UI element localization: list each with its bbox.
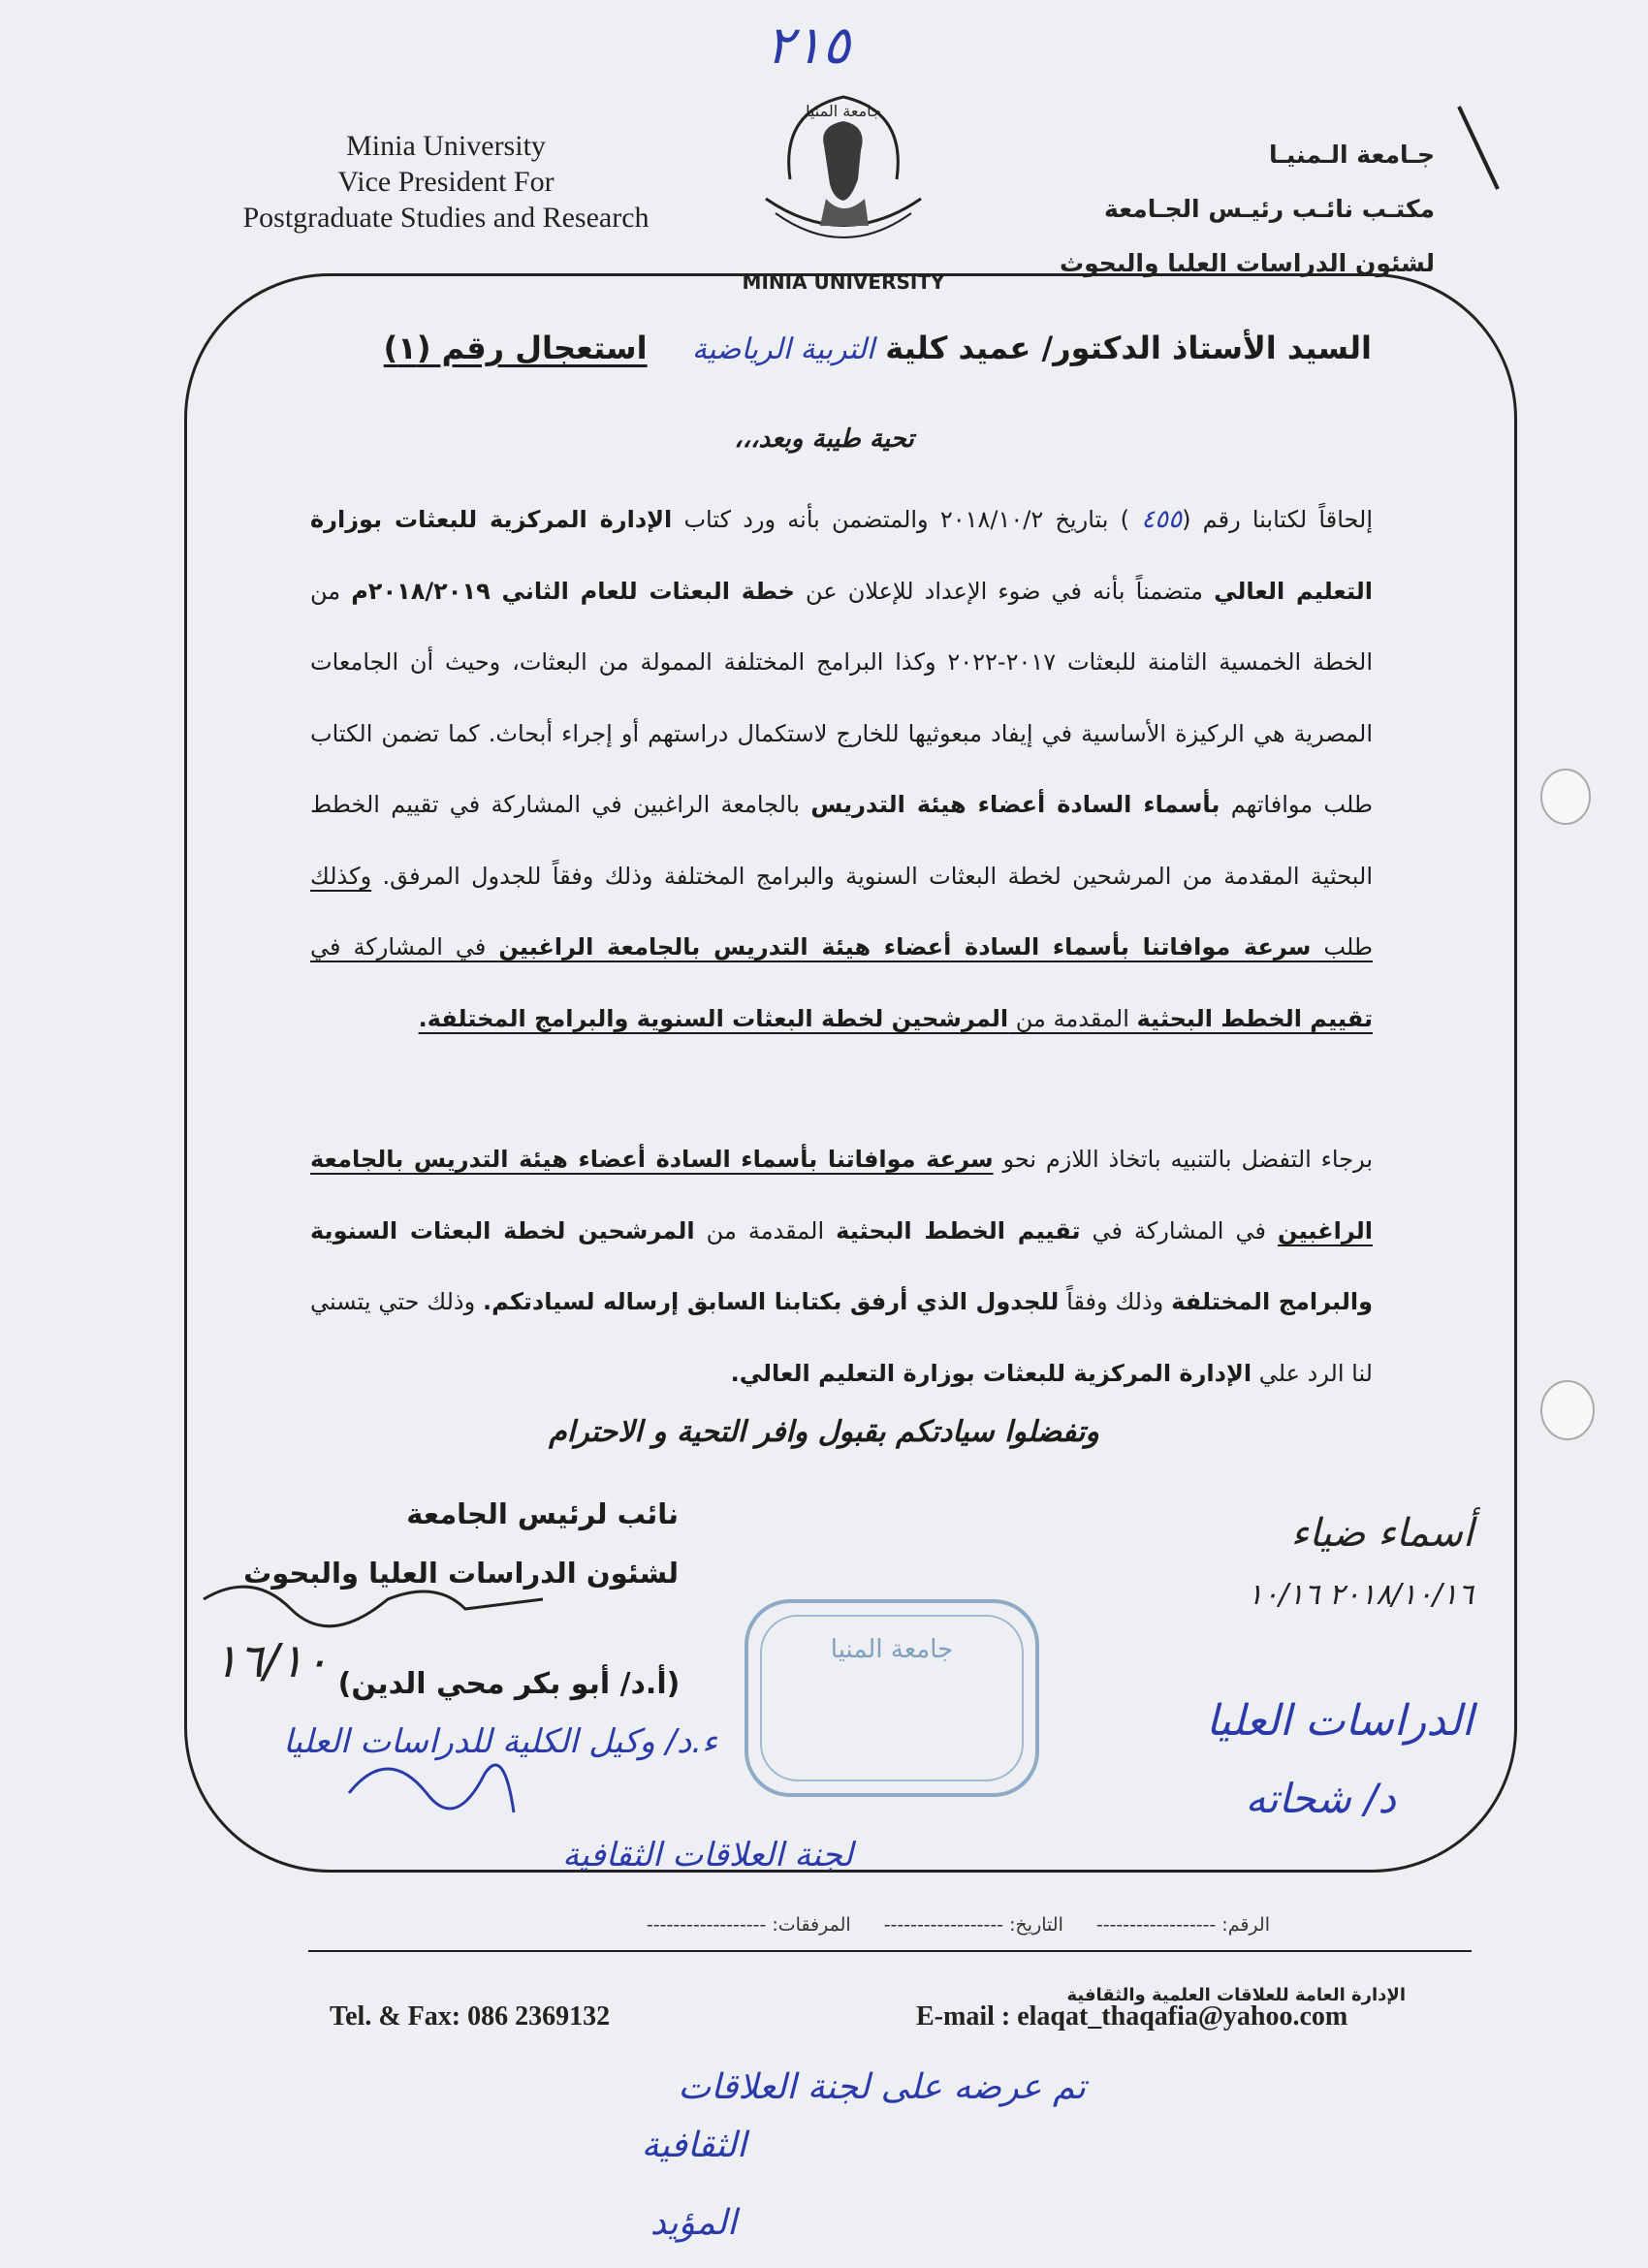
body-text-segment: خطة البعثات للعام الثاني ٢٠١٨/٢٠١٩م — [351, 577, 795, 605]
body-text-segment: وذلك حتي يتسني لنا الرد علي — [310, 1288, 1373, 1387]
body-text-segment: الإدارة المركزية للبعثات بوزارة التعليم العالي. — [730, 1359, 1252, 1387]
department-name: الإدارة العامة للعلاقات العلمية والثقافية — [1066, 1985, 1406, 2005]
stamp-text: جامعة المنيا — [830, 1635, 954, 1664]
english-header-line-1: Minia University — [346, 130, 546, 162]
urgency-label: استعجال رقم (١) — [383, 330, 648, 366]
handwritten-faculty: التربية الرياضية — [691, 332, 875, 366]
footer-date-field: التاريخ: ------------------ — [883, 1914, 1063, 1936]
hw-bottom-note-3: المؤيد — [650, 2203, 737, 2243]
hw-top-number: ٢١٥ — [766, 15, 851, 76]
punch-hole-bottom — [1541, 1381, 1594, 1439]
salutation-title: السيد الأستاذ الدكتور/ عميد كلية — [885, 330, 1372, 366]
body-text-segment: في المشاركة في — [310, 933, 499, 961]
hw-note-date: ٢٠١٨/١٠/١٦ ١٠/١٦ — [1247, 1578, 1474, 1612]
minia-university-logo — [737, 53, 950, 296]
body-text-segment: سرعة موافاتنا بأسماء السادة أعضاء هيئة التدريس بالجامعة الراغبين — [498, 933, 1312, 961]
greeting: تحية طيبة وبعد،،، — [734, 425, 914, 454]
body-text-segment: المقدمة من — [1008, 1004, 1137, 1032]
body-text-segment: برجاء التفضل بالتنبيه باتخاذ اللازم نحو — [993, 1146, 1373, 1173]
hw-note-postgrad: الدراسات العليا — [1206, 1696, 1474, 1746]
body-paragraph-1 — [310, 485, 1373, 1055]
english-header — [194, 128, 698, 236]
body-text-segment: بأسماء السادة أعضاء هيئة التدريس — [810, 791, 1220, 818]
english-header-line-3: Postgraduate Studies and Research — [242, 202, 650, 234]
footer-number-field: الرقم: ------------------ — [1095, 1914, 1270, 1936]
body-text-segment: تقييم الخطط البحثية — [836, 1216, 1081, 1244]
arabic-header-line-1: جـامعة الـمنيـا — [1268, 141, 1435, 169]
hw-note-name: أسماء ضياء — [1290, 1511, 1474, 1556]
body-text-segment: المرشحين لخطة البعثات السنوية والبرامج المختلفة. — [418, 1004, 1009, 1032]
margin-slash-mark — [1459, 107, 1498, 189]
hw-note-person: د/ شحاته — [1245, 1775, 1396, 1822]
body-text-segment: الإدارة المركزية للبعثات بوزارة التعليم العالي — [310, 506, 1373, 605]
tel-fax: Tel. & Fax: 086 2369132 — [330, 2001, 611, 2032]
hw-left-date: ١٦/١٠ — [213, 1634, 330, 1688]
logo-english-text: MINIA UNIVERSITY — [742, 270, 945, 294]
body-text-segment: تقييم الخطط البحثية — [1136, 1004, 1373, 1032]
body-text-segment: إلحاقاً لكتابنا رقم ( — [1182, 506, 1373, 533]
arabic-header-line-3: لشئون الدراسات العليا والبحوث — [1060, 249, 1435, 277]
hw-left-note: ء.د/ وكيل الكلية للدراسات العليا — [283, 1722, 717, 1761]
footer-attachments-field: المرفقات: ------------------ — [646, 1914, 851, 1936]
body-text-segment: من الخطة الخمسية الثامنة للبعثات ٢٠١٧-٢٠٢٢ وكذا البرامج المختلفة الممولة من البعثات، وحيث أن الجامعات المصرية هي الركيزة الأساسية في إيفاد مبعوثيها للخارج لاستكمال دراستهم أو إجراء أبحاث. كما تضمن الكتاب طلب موافاتهم — [310, 577, 1374, 818]
signature-title-1: نائب لرئيس الجامعة — [406, 1497, 679, 1530]
body-text-segment: في المشاركة في — [1080, 1216, 1279, 1244]
hw-bottom-note-2: الثقافية — [641, 2126, 746, 2165]
body-text-segment: المرشحين لخطة البعثات السنوية والبرامج المختلفة — [310, 1216, 1374, 1315]
salutation-line — [320, 330, 1372, 366]
body-paragraph-2 — [310, 1124, 1373, 1409]
body-text-segment: سرعة موافاتنا بأسماء السادة أعضاء هيئة التدريس بالجامعة الراغبين — [310, 1146, 1373, 1244]
punch-hole-top — [1541, 770, 1590, 824]
closing-line: وتفضلوا سيادتكم بقبول وافر التحية و الاحترام — [549, 1415, 1099, 1449]
body-text-segment: للجدول الذي أرفق بكتابنا السابق إرساله لسيادتكم. — [483, 1288, 1060, 1315]
body-text-segment: وكذلك طلب — [310, 862, 1373, 961]
body-text-segment: ) بتاريخ ٢٠١٨/١٠/٢ والمتضمن بأنه ورد كتاب — [672, 506, 1142, 533]
email-address: E-mail : elaqat_thaqafia@yahoo.com — [916, 2001, 1348, 2032]
signature-title-2: لشئون الدراسات العليا والبحوث — [243, 1557, 679, 1590]
body-text-segment: وذلك وفقاً — [1059, 1288, 1172, 1315]
english-header-line-2: Vice President For — [337, 166, 555, 198]
body-text-segment: ٤٥٥ — [1141, 505, 1183, 534]
footer-fields — [320, 1914, 1270, 1936]
body-text-segment: المقدمة من — [694, 1216, 837, 1244]
arabic-header — [1047, 128, 1435, 291]
body-text-segment: بالجامعة الراغبين في المشاركة في تقييم الخطط البحثية المقدمة من المرشحين لخطة البعثات السنوية والبرامج المختلفة وذلك وفقاً للجدول المرفق. — [310, 791, 1373, 890]
arabic-header-line-2: مكتـب نائـب رئيـس الجـامعة — [1103, 195, 1435, 223]
body-text-segment: متضمناً بأنه في ضوء الإعداد للإعلان عن — [794, 577, 1215, 605]
hw-left-note-2: لجنة العلاقات الثقافية — [562, 1836, 853, 1874]
signatory-name: (أ.د/ أبو بكر محي الدين) — [337, 1667, 681, 1701]
footer-divider — [308, 1950, 1472, 1952]
hw-bottom-note-1: تم عرضه على لجنة العلاقات — [678, 2067, 1086, 2107]
logo-arabic-text: جامعة المنيا — [806, 102, 881, 120]
